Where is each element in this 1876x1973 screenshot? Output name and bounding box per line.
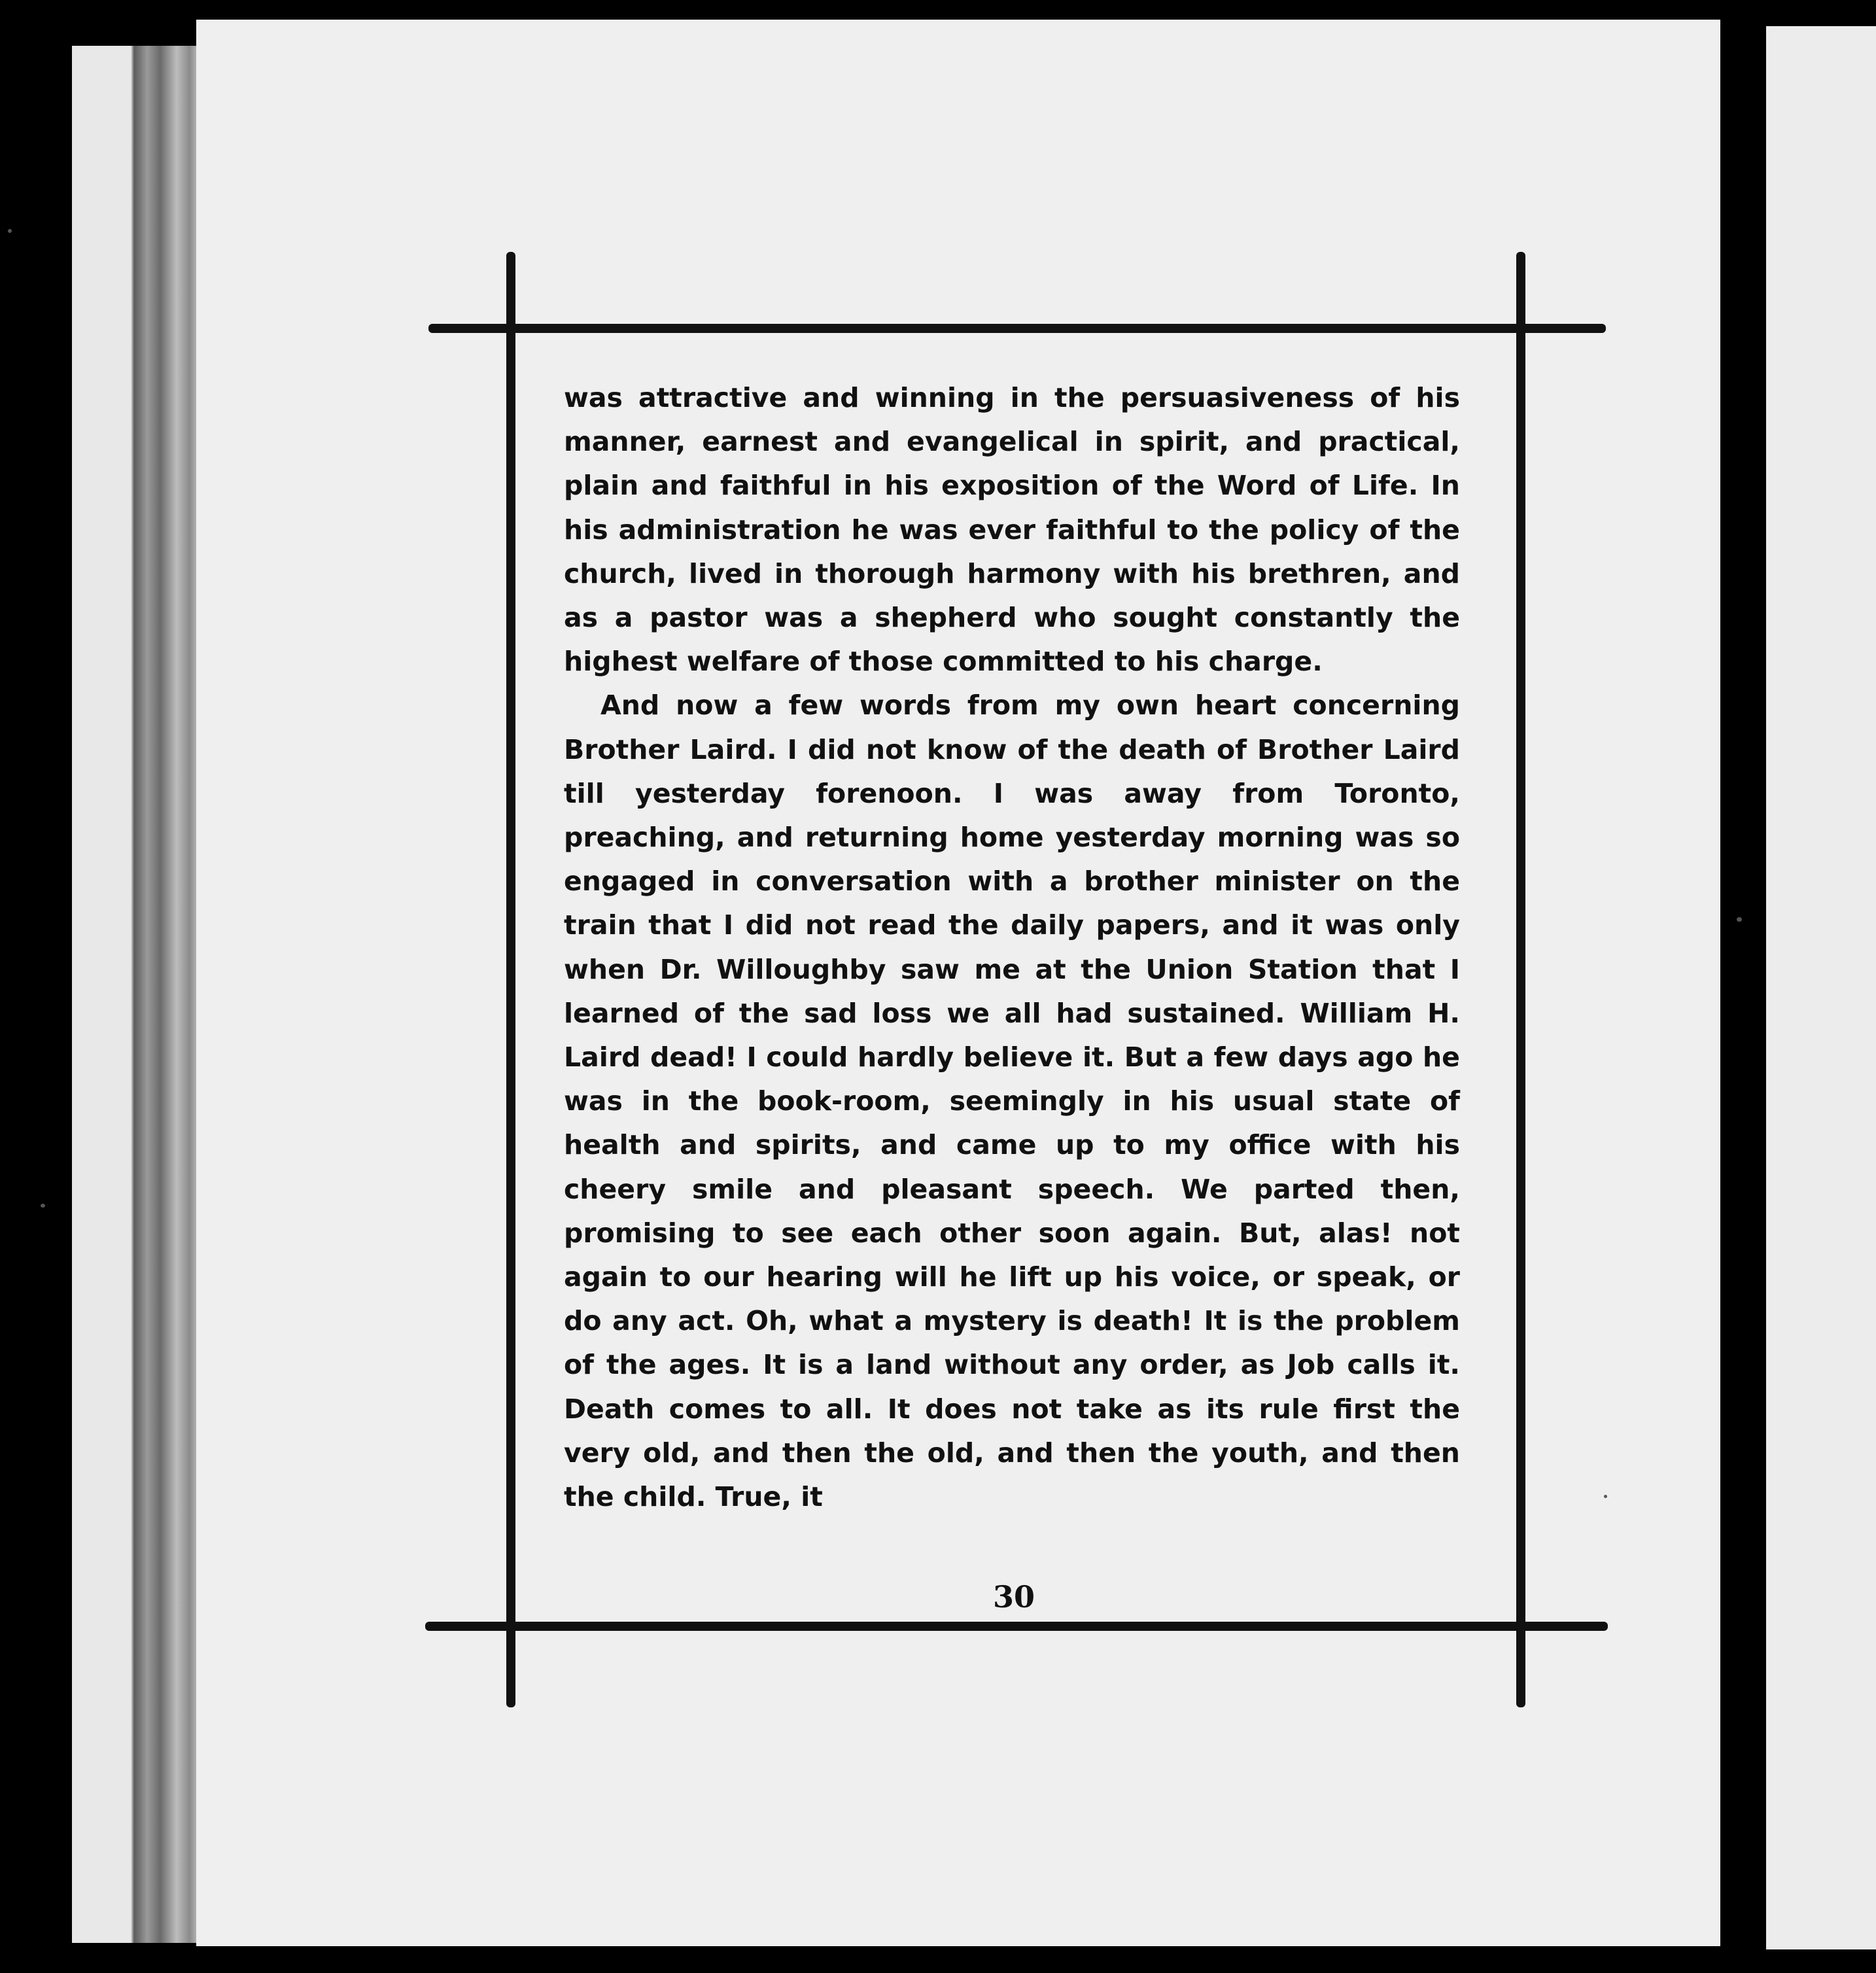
stacked-page-edges (72, 46, 203, 1943)
frame-rule-left (506, 252, 515, 1707)
facing-page-edge (1766, 26, 1876, 1949)
scan-speck (8, 229, 12, 233)
scan-speck (1737, 917, 1742, 922)
scan-speck (41, 1204, 45, 1208)
paragraph-1: was attractive and winning in the persuasiveness of his manner, earnest and evangelical in spirit, and practical, plain and faithful in his exposition of the Word of Life. In his administration he was ever faithful to the policy of the church, lived in thorough harmony with his brethren, and as a pastor was a shepherd who sought constantly the highest welfare of those committed to his charge. (564, 382, 1460, 678)
frame-rule-right (1516, 252, 1525, 1707)
page-number: 30 (992, 1579, 1035, 1615)
frame-rule-top (428, 324, 1606, 333)
frame-rule-bottom (425, 1622, 1608, 1631)
paragraph-2: And now a few words from my own heart concerning Brother Laird. I did not know of the death of Brother Laird till yesterday forenoon. I was away from Toronto, preaching, and returning home yesterday morning was so engaged in conversation with a brother minister on the train that I did not read the daily papers, and it was only when Dr. Willoughby saw me at the Union Station that I learned of the sad loss we all had sustained. William H. Laird dead! I could hardly believe it. But a few days ago he was in the book-room, seemingly in his usual state of health and spirits, and came up to my office with his cheery smile and pleasant speech. We parted then, promising to see each other soon again. But, alas! not again to our hearing will he lift up his voice, or speak, or do any act. Oh, what a mystery is death! It is the problem of the ages. It is a land without any order, as Job calls it. Death comes to all. It does not take as its rule first the very old, and then the old, and then the youth, and then the child. True, it (564, 690, 1460, 1513)
body-text (564, 376, 1460, 1519)
scan-speck (1604, 1495, 1607, 1498)
